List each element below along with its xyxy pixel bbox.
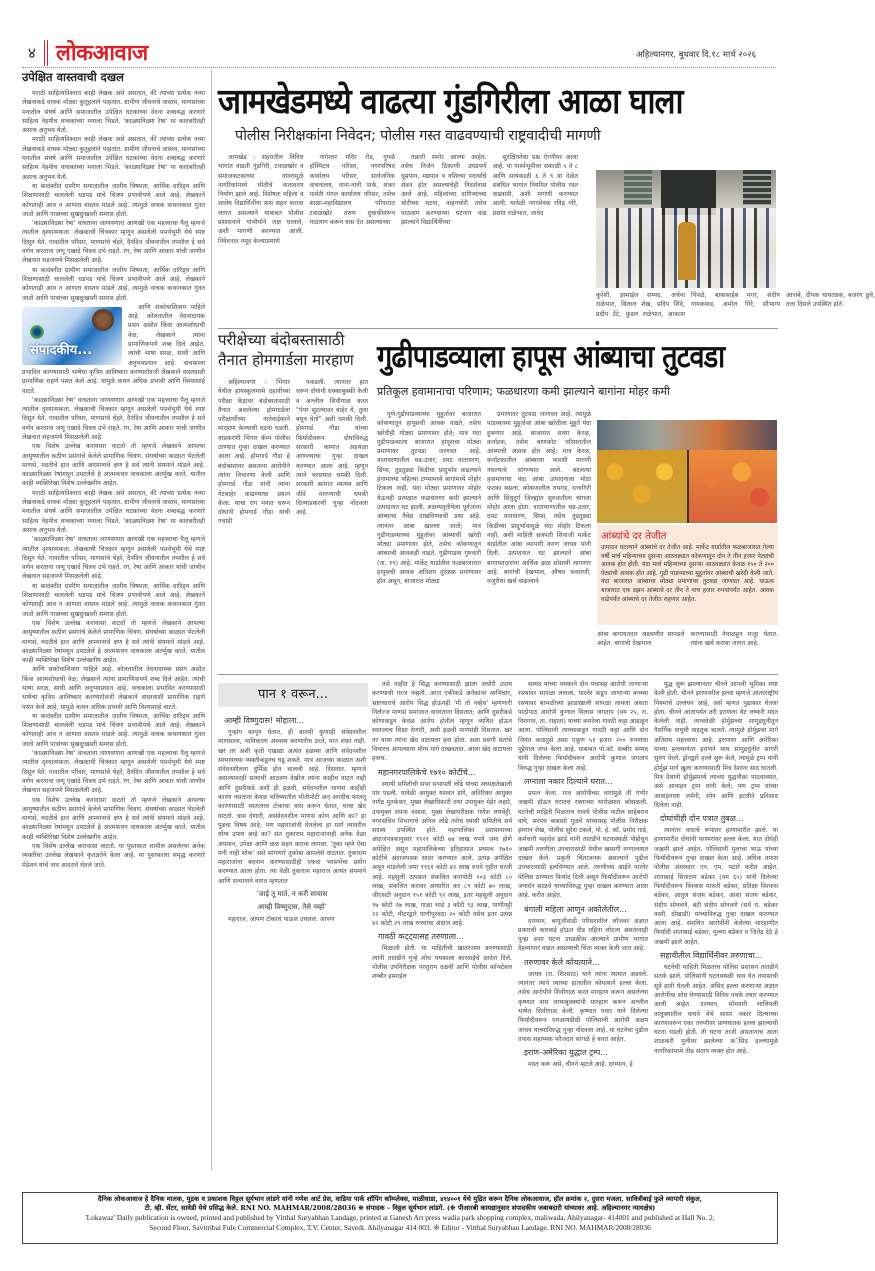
mango-story-tail xyxy=(597,630,778,660)
abhang-quote-line: आम्ही विष्णुदास, तैसे नव्हो' xyxy=(257,903,327,912)
continued-from-page-1-label: पान १ वरून... xyxy=(218,683,368,707)
red-mangoes-shape xyxy=(689,450,777,523)
continued-column-1 xyxy=(218,712,366,1167)
lead-column: सुरक्षिततेचा प्रश्न ऐरणीवर आला आहे. या पार्श्वभूमीवर सकाळी ५ ते ८ आणि सायंकाळी ६ ते ९ या वेळेत संबंधित भागांत नियमित पोलीस गस्त वाढवावी, अशी मागणी करण्यात आली. यावेळी नगरसेवक रविंद्र गोरे, प्रशांत राळेभात, जावेद xyxy=(492,154,578,217)
continued-subhead[interactable]: दोघांचीही दोन पत्रात तुंबळ... xyxy=(660,814,744,824)
continued-text: मिळाली होती. या माहितीची खातरजमा करण्यासाठी त्यांनी तातडीने गुन्हे शोध पथकाला कारवाईचे आदेश दिले. पोलीस उपनिरीक्षक परशुराम दळवी आणि पोलीस कॉन्स्टेबल शब्बीर इस्माईल xyxy=(372,945,512,981)
continued-text: सय्यद यांच्या पथकाने दोन पंचासह आरोपी जाणाऱ्या रस्त्यावर सापळा लावला. पारनेर कडून जाणाऱ्या कच्च्या रस्त्यावर बाभळीच्या झाडाखाली सापळा लावला असता पाठोपाठ आरोपी कुणाल विलास जगताप (वय २५, रा. निमगाव, ता. राहाता) याच्या कमरेला गावठी कट्टा आढळून आला. पोलिसांनी त्याच्याकडून गावठी कट्टा आणि दोन जिवंत काडतुसे असा एकूण ५१ हजार २०० रुपयांचा मुद्देमाल जप्त केला आहे. याबाबत पो.कॉ. शब्बीर सय्यद यांनी दिलेल्या फिर्यादीवरून आरोपी कुणाल जगताप विरुद्ध गुन्हा दाखल केला आहे. xyxy=(518,681,648,772)
editorial-paragraph: 'काळ्यानिळ्या रेषा' वाचताना जाणवणारा आणखी एक महत्त्वाचा पैलू म्हणजे त्यातील दृश्यात्मकता. लेखकाची चित्रकार म्हणून असलेली पार्श्वभूमी येथे स्पष्ट दिसून येते. गावातील परिसर, माणसांचे चेहरे, दैनंदिन जीवनातील तपशील हे सर्व वर्णन करताना जणू एखादे चित्रच उभे राहते. रंग, रेषा आणि आकार यांची जाणीव लेखनात सहजपणे मिसळलेली आहे. xyxy=(22,536,205,581)
editorial-paragraph: 'काळ्यानिळ्या रेषा' वाचताना जाणवणारा आणखी एक महत्त्वाचा पैलू म्हणजे त्यातील दृश्यात्मकता. लेखकाची चित्रकार म्हणून असलेली पार्श्वभूमी येथे स्पष्ट दिसून येते. गावातील परिसर, माणसांचे चेहरे, दैनंदिन जीवनातील तपशील हे सर्व वर्णन करताना जणू एखादे चित्रच उभे राहते. रंग, रेषा आणि आकार यांची जाणीव लेखनात सहजपणे मिसळलेली आहे. xyxy=(22,220,205,265)
editorial-paragraph: एक विशेष उल्लेख करावासा वाटतो तो म्हणजे लेखकाने आपल्या आयुष्यातील कठीण प्रसंगांचे केलेले प्रामाणिक चित्रण. संघर्षाच्या काळात भेटलेली माणसे, मदतीचे हात आणि अपमानाचे क्षण हे सर्व त्यांनी संयमाने मांडले आहे. काळ्यानिळ्या रेषांमधून उमटलेले हे आत्मकथन वाचकाला अंतर्मुख करते. यातील काही व्यक्तिरेखा विशेष उल्लेखनीय आहेत. xyxy=(22,443,205,488)
editorial-body xyxy=(22,89,205,1179)
editorial-paragraph: 'काळ्यानिळ्या रेषा' वाचताना जाणवणारा आणखी एक महत्त्वाचा पैलू म्हणजे त्यातील दृश्यात्मकता. लेखकाची चित्रकार म्हणून असलेली पार्श्वभूमी येथे स्पष्ट दिसून येते. गावातील परिसर, माणसांचे चेहरे, दैनंदिन जीवनातील तपशील हे सर्व वर्णन करताना जणू एखादे चित्रच उभे राहते. रंग, रेषा आणि आकार यांची जाणीव लेखनात सहजपणे मिसळलेली आहे. xyxy=(22,750,205,795)
homeguard-story-body xyxy=(218,378,368,668)
continued-subhead[interactable]: इराण-अमेरिका युद्धात ट्रम्प... xyxy=(524,1048,608,1058)
editorial-paragraph: मराठी साहित्यविश्वात काही लेखक असे असतात, की त्यांच्या प्रत्येक नव्या लेखनाकडे वाचक मोठ्या कुतूहलाने पाहतात. ग्रामीण जीवनाचे वास्तव, माणसांच्या मनातील संघर्ष आणि समाजातील उपेक्षित घटकांच्या वेदना शब्दबद्ध करणारे साहित्य नेहमीच वाचकांच्या मनाला भिडते. 'काळ्यानिळ्या रेषा' या कादंबरीतही असाच अनुभव येतो. xyxy=(22,136,205,181)
homeguard-column: अहिल्यानगर : भिंगार येथील हायस्कूलमध्ये दहावीच्या परीक्षा केंद्रावर बंदोबस्तासाठी तैनात असलेल्या होमगार्डला परीक्षार्थीच्या नातेवाईकाने मारहाण केल्याची घटना घडली. याप्रकरणी भिंगार कॅम्प पोलीस ठाण्यात गुन्हा दाखल करण्यात आला आहे. होमगार्ड गौडा हे बंदोबस्तावर असताना आरोपीने त्यांना विचारणा केली आणि होमगार्ड गौडा यांनी त्यांना गेटबाहेर काढण्याचा प्रयत्न केला. याचा राग मनात धरून दोघांनी होमगार्ड गौडा यांची गचांडी xyxy=(218,379,290,526)
yellow-mangoes-shape xyxy=(597,450,687,523)
memorandum-photo[interactable] xyxy=(596,170,776,288)
homeguard-headline[interactable]: परीक्षेच्या बंदोबस्तासाठी तैनात होमगार्डला मारहाण xyxy=(218,331,354,369)
lead-column: जामखेड : शहरातील विविध भागांत वाढती गुंडगिरी, टवाळखोर व समाजकंटकांच्या वावरामुळे नागरिकांमध्ये भीतीचे वातावरण निर्माण झाले आहे. विशेषतः महिला व शालेय विद्यार्थिनींना त्रास सहन करावा लागत असल्याने याबाबत पोलीस प्रशासनाने गांभीर्याने लक्ष घालावे, अशी मागणी करण्यात आली. निवेदनात नमूद केल्याप्रमाणे xyxy=(218,154,304,245)
homeguard-column: पकडली. त्यानंतर हात धरून दोघांनी धक्काबुक्की केली व अश्लील शिवीगाळ करत "पेपर सुटल्यावर बाहेर ये, तुला बघून घेतो" अशी धमकी दिली. होमगार्ड गौडा यांच्या फिर्यादीवरून दोघांविरुद्ध सरकारी कामात अडथळा आणल्याचा गुन्हा दाखल करण्यात आला आहे. म्हणून त्याने भरस्त्यात धमकी दिली. सरकारी कामात व्यत्यय आणि जीवे मारण्याची धमकी दिल्याप्रकरणी गुन्हा नोंदवला आहे. xyxy=(296,379,368,517)
lead-column: तक्रारी समोर आल्या आहेत. तसेच निर्जन ठिकाणी उघडपणे धूम्रपान, मद्यपान व नशिल्या पदार्थांचे सेवन होत असल्याचेही निदर्शनास आले आहे. महिलांच्या दागिन्यांच्या चोरीच्या घटना, वाहनचोरी तसेच पाठलाग करण्याच्या घटनांत वाढ झाल्याने विद्यार्थिनींच्या xyxy=(401,154,487,227)
section-divider xyxy=(218,328,778,329)
continued-column-4 xyxy=(654,680,778,1165)
woman-figure-shape xyxy=(678,222,696,280)
imprint-english-line: Second Floor, Savitribai Fule Commercial Complex, T.V. Center, Savedi. Ahilyanagar 414 003. ❊ Editor - Vitthal Suryabhan Landage. RNI NO. MAHMAR/2008/28036 xyxy=(149,1223,651,1232)
mango-headline[interactable]: गुढीपाडव्याला हापूस आंब्याचा तुटवडा xyxy=(377,339,725,376)
print-line-imprint xyxy=(22,1192,778,1244)
continued-subhead[interactable]: सहावीतील विद्यार्थिनीवर तरुणाचा... xyxy=(660,951,763,961)
masthead xyxy=(22,35,778,67)
continued-column-2 xyxy=(372,680,512,1165)
window-shape xyxy=(624,170,652,205)
imprint-marathi-line: टी. व्ही. सेंटर, सावेडी येथे प्रसिद्ध केले. RNI NO. MAHMAR/2008/28036 ❊ संपादक – विठ्ठल सूर्यभान लांडगे. (❊ पीआरबी कायद्यानुसार संपादकीय जबाबदारी यांच्यावर आहे. अहिल्यानगर न्यायक्षेत्र) xyxy=(144,1204,656,1212)
page-number: ४ xyxy=(28,44,36,62)
continued-text: दरम्यान, बापूजीवाडी परिसरातील लॉजवर अज्ञात प्रकारची कारवाई होऊन दीड महिना लोटला असतानाही पुन्हा अशा घटना उघडकीस आल्याने ग्रामीण भागात देहव्यापार वाढत असल्याची चिंता व्यक्त केली जात आहे. xyxy=(518,917,648,953)
imprint-marathi-line: दैनिक लोकआवाज हे दैनिक मालक, मुद्रक व प्रकाशक विठ्ठल सूर्यभान लांडगे यांनी गणेश आर्ट प्रेस, वाडिया पार्क शॉपिंग कॉम्प्लेक्स, माळीवाडा, ४१४००१ येथे मुद्रित करून दैनिक लोकआवाज, हॉल क्रमांक २, दुसरा मजला, सावित्रीबाई फुले व्यापारी संकुल, xyxy=(97,1195,702,1203)
window-shape xyxy=(743,170,771,205)
editorial-paragraph: या कादंबरीत ग्रामीण समाजातील जातीय विषमता, आर्थिक दारिद्र्य आणि शिक्षणासाठी चाललेली धडपड यांचे चित्रण प्रभावीपणे आले आहे. लेखकाने कोणताही आव न आणता वास्तव मांडले आहे. त्यामुळे वाचक कथानकात गुंतत जातो आणि पात्रांच्या सुखदुःखाशी समरस होतो. xyxy=(22,182,205,218)
continued-subhead[interactable]: लग्नाला नकार दिल्याने घरात... xyxy=(524,776,613,786)
mango-story-body xyxy=(377,410,591,665)
continued-column-3 xyxy=(518,680,648,1165)
mango-price-sidebar xyxy=(597,525,778,625)
continued-text: त्यानंतर वादाचे रूपांतर हाणामारीत झाले. या हाणामारीत दोघांनी परस्परांवर हल्ला केला. यात दोघेही जखमी झाले आहेत. पोलिसांनी मुलाचा भाऊ यांच्या फिर्यादीवरून गुन्हा दाखल केला आहे. अधिक तपास पोलीस अंमलदार एन. एम. पठारे करीत आहेत. शांताबाई सिताराम बडेकर (वय ६५) यांनी दिलेल्या फिर्यादीवरून विश्वास मारुती बडेकर, प्रतिक्षा विश्वास बडेकर, आतुल संजय बडेकर, आशा संजय बडेकर, संदीप सोनवणे, बंटी संदीप सोनवणे (सर्व रा. बडेकर वस्ती, दोखाडी) यांच्याविरुद्ध गुन्हा दाखल करण्यात आला आहे. संशयित आरोपींनी केलेल्या मारहाणीत फिर्यादी शांताबाई बडेकर, मुलगा बडेकर व जितेंद्र देठे हे जखमी झाले आहेत. xyxy=(654,827,778,946)
editorial-paragraph: आणि संकोचाशिवाय पाहिले आहे. कोलतातील वेदनादायक प्रसंग असोत किंवा आत्मशोधाची वेळ; लेखकाने त्यांना प्रामाणिकपणे शब्द दिले आहेत. त्यांची भाषा सरळ, साधी आणि अनुभवप्रधान आहे. वाचकाला प्रभावित करण्यासाठी भाषेचा कृत्रिम आविष्कार करण्याऐवजी लेखकाने वास्तवाशी प्रामाणिक राहणे पसंत केले आहे. यामुळे कथन अधिक प्रभावी आणि विश्वासार्ह वाटते. xyxy=(22,666,205,711)
continued-text: स्थायी समितीची सभा सभापती लोंढे यांच्या अध्यक्षतेखाली पार पडली. यावेळी आयुक्त यशवंत डांगे, अतिरिक्त आयुक्त नागेंद्र मुतकेकर, मुख्य लेखाधिकारी तथा उपायुक्त मेहेर लहारे, उपायुक्त सपना वसावा, मुख्य लेखापरीक्षक गणेश लयचेट्टी, नगरसचिव विभागाचे अनिल लोंढे तसेच स्थायी समितीचे सर्व सदस्य उपस्थित होते. महापालिका प्रशासनाच्या अंदाजपत्रकानुसार १९२१ कोटी ७४ लाख रुपये जमा होणे अपेक्षित असून महापालिकेच्या इतिहासात प्रथमच १७१० कोटींचे अंदाजपत्रक सादर करण्यात आले. उत्पन्न अपेक्षित असून मांडलेली जमा ११६१ कोटी ४२ लाख रुपये गृहीत धरली आहे. महसुली उत्पन्नात संकलित करापोटी २०३ कोटी ८० लाख, संकलित करावर आधारित कर ८९ कोटी ७० लाख, जीएसटी अनुदान १५१ कोटी ९२ लाख, इतर महसुली अनुदान १७ कोटी २७ लाख, गाळा भाडे ३ कोटी ९३ लाख, पाणीपट्टी २२ कोटी, मीटरद्वारे पाणीपुरवठा २० कोटी तसेच इतर उत्पन्न ४२ कोटी २९ लाख रुपयांचा अंदाज आहे. xyxy=(372,780,512,928)
continued-subhead[interactable]: गावठी कट्ट्यासह तरुणाला... xyxy=(378,932,464,942)
peacock-feather-icon xyxy=(30,325,44,339)
continued-text: जाधव (रा. शिरसाठ) याने त्यांना रस्त्यात अडवले. त्यानंतर त्याने त्याच्या हातातील कोयत्याने हल्ला केला. तसेच आरोपीने शिवीगाळ करत मारहाण करून असलेल्या कृष्णात वास लाथाबुक्क्यांनी मारहाण करून अश्लील भाषेत शिवीगाळ केली. कृष्णात पवार याने दिलेल्या फिर्यादीवरून एमआयडीसी पोलिसांनी आरोपी अक्षय जाधव याच्याविरुद्ध गुन्हा नोंदवला आहे. या घटनेचा पुढील तपास सहाय्यक फौजदार सांगळे हे करत आहेत. xyxy=(518,970,648,1043)
continued-subhead[interactable]: बंगाली महिला आणून अकोलेतील... xyxy=(524,904,627,914)
lead-headline[interactable]: जामखेडमध्ये वाढत्या गुंडगिरीला आळा घाला xyxy=(218,81,683,123)
masthead-rule xyxy=(22,67,776,68)
continued-subhead[interactable]: तरुणावर केले कोयत्याने... xyxy=(524,957,600,967)
editorial-paragraph: एक विशेष उल्लेख करावासा वाटतो. या पुस्तकात सामील असलेल्या अनेक व्यक्तींचा उल्लेख लेखकाने कृतज्ञतेने केला आहे. या पुस्तकाला समृद्ध करणारे मेंडेशन यांचे नाव आदराने घेतले जाते. xyxy=(22,843,205,869)
editorial-paragraph: या कादंबरीत ग्रामीण समाजातील जातीय विषमता, आर्थिक दारिद्र्य आणि शिक्षणासाठी चाललेली धडपड यांचे चित्रण प्रभावीपणे आले आहे. लेखकाने कोणताही आव न आणता वास्तव मांडले आहे. त्यामुळे वाचक कथानकात गुंतत जातो आणि पात्रांच्या सुखदुःखाशी समरस होतो. xyxy=(22,266,205,302)
editorial-paragraph: या कादंबरीत ग्रामीण समाजातील जातीय विषमता, आर्थिक दारिद्र्य आणि शिक्षणासाठी चाललेली धडपड यांचे चित्रण प्रभावीपणे आले आहे. लेखकाने कोणताही आव न आणता वास्तव मांडले आहे. त्यामुळे वाचक कथानकात गुंतत जातो आणि पात्रांच्या सुखदुःखाशी समरस होतो. xyxy=(22,712,205,748)
sidebar-title: आंब्यांचे दर तेजीत xyxy=(601,531,667,542)
continued-text: तसे नाहीत हे सिद्ध करण्यासाठी झाला अघोरी उपाय करण्याची गरज नव्हती. आज एकीकडे अनेकांवर व्यभिचार, भ्रष्टाचाराचे आरोप सिद्ध होऊनही 'मी तो नव्हेच' म्हणणारी निर्लज्ज माणसं समाजात वावरताना दिसतात; आणि दुसरीकडे कोणाकडून केवळ आरोप होतील म्हणून व्यथित होऊन स्वतःलाच शिक्षा देणारी, अशी हळवी माणसंही दिसतात. खरं तर याचा त्यांना खेद वाटायला हवा होता. अशा प्रसंगी संतांचे विचारच आपल्याला योग्य मार्ग दाखवतात. आला खेद वाटायला हवाच. xyxy=(372,681,512,763)
lead-story-body xyxy=(218,153,578,308)
editorial-title: उपेक्षित वास्तवाची दखल xyxy=(22,70,124,84)
continued-text: घटनेची माहिती मिळताच पोलिस प्रशासन तातडीने सतर्क झाले. पोलिसांनी घटनास्थळी धाव घेत तपासाची सूत्रे हाती घेतली आहेत. अंसिद हल्ला करणाऱ्या अज्ञात आरोपींचा शोध घेण्यासाठी विविध पथके तयार करण्यात आली आहेत. दरम्यान, सोमवारी भालिवली तालुक्यातील वाघवे येथे सासर नकार दिल्याच्या कारणावरून एका तरुणीवर प्राणघातक हल्ला झाल्याची घटना घडली होती. ती घटना ताजी असतानाच आता शाळकरी मुलीवर झालेल्या अॅसिड हल्ल्यामुळे नागरिकांमध्ये तीव्र संताप व्यक्त होत आहे. xyxy=(654,964,778,1055)
editorial-paragraph: 'काळ्यानिळ्या रेषा' वाचताना जाणवणारा आणखी एक महत्त्वाचा पैलू म्हणजे त्यातील दृश्यात्मकता. लेखकाची चित्रकार म्हणून असलेली पार्श्वभूमी येथे स्पष्ट दिसून येते. गावातील परिसर, माणसांचे चेहरे, दैनंदिन जीवनातील तपशील हे सर्व वर्णन करताना जणू एखादे चित्रच उभे राहते. रंग, रेषा आणि आकार यांची जाणीव लेखनात सहजपणे मिसळलेली आहे. xyxy=(22,396,205,441)
editorial-paragraph: एक विशेष उल्लेख करावासा वाटतो तो म्हणजे लेखकाने आपल्या आयुष्यातील कठीण प्रसंगांचे केलेले प्रामाणिक चित्रण. संघर्षाच्या काळात भेटलेली माणसे, मदतीचे हात आणि अपमानाचे क्षण हे सर्व त्यांनी संयमाने मांडले आहे. काळ्यानिळ्या रेषांमधून उमटलेले हे आत्मकथन वाचकाला अंतर्मुख करते. यातील काही व्यक्तिरेखा विशेष उल्लेखनीय आहेत. xyxy=(22,796,205,841)
editorial-image-label: संपादकीय... xyxy=(30,342,93,358)
editorial-paragraph: मराठी साहित्यविश्वात काही लेखक असे असतात, की त्यांच्या प्रत्येक नव्या लेखनाकडे वाचक मोठ्या कुतूहलाने पाहतात. ग्रामीण जीवनाचे वास्तव, माणसांच्या मनातील संघर्ष आणि समाजातील उपेक्षित घटकांच्या वेदना शब्दबद्ध करणारे साहित्य नेहमीच वाचकांच्या मनाला भिडते. 'काळ्यानिळ्या रेषा' या कादंबरीतही असाच अनुभव येतो. xyxy=(22,90,205,135)
continued-text: प्रयत्न केला. मात्र आरोपीच्या वारांमुळे ती गंभीर जखमी होऊन घरातच रक्ताच्या थारोळ्यात कोसळली. घटनेची माहिती मिळताच गावचे पोलीस पाटील साहेबराव वाघे, सरपंच बाबासो गुळवे यांच्यासह पोलीस निरीक्षक इमरान शेख, पोलीस सुरेश टकले, पो. हे. कॉ. प्रमोद गाडे, कर्मचारी महादेव झांडे यांनी तातडीने घटनास्थळी पोहोचून जखमी तरुणीला उपचारासाठी येथील खासगी रुग्णालयात दाखल केले. प्रकृती चिंताजनक असल्याने पुढील उपचारासाठी हलविण्यात आले. तरुणीच्या आईने पारनेर पोलिस ठाण्यात फिर्याद दिली असून फिर्यादीवरून आरोपी जनार्दन साळवे याच्याविरुद्ध गुन्हा दाखल करण्यात आला आहे. करीत आहेत. xyxy=(518,789,648,900)
editorial-logo-image xyxy=(22,307,122,365)
continued-text: महाराज, आपण टोकाचं पाऊल उचललं. आपण xyxy=(228,916,335,924)
photo-caption: कुरेशी, इस्माईल सय्यद, अर्चना राळेभात, बिलाल शेख, प्रदिप शिंदे, प्रदीप टेंटे, कुंडल राळेभात, आकाश पिंपळे, बाबासाहेब मगर, संदीप गायकवाड, अमोल गिरे, सौभाग्य आजबे, दीपक घायतडक, बजरंग डुचे, दत्ता दिसले उपस्थित होते. xyxy=(596,292,875,318)
abhang-quote-line: 'जाई तू माते, न करी सायास xyxy=(256,890,328,899)
continued-subhead[interactable]: महानगरपालिकेचे १७१० कोटींचे... xyxy=(378,767,476,777)
dateline: अहिल्यानगर, बुधवार दि.१८ मार्च २०२६ xyxy=(636,50,756,60)
editorial-paragraph: मराठी साहित्यविश्वात काही लेखक असे असतात, की त्यांच्या प्रत्येक नव्या लेखनाकडे वाचक मोठ्या कुतूहलाने पाहतात. ग्रामीण जीवनाचे वास्तव, माणसांच्या मनातील संघर्ष आणि समाजातील उपेक्षित घटकांच्या वेदना शब्दबद्ध करणारे साहित्य नेहमीच वाचकांच्या मनाला भिडते. 'काळ्यानिळ्या रेषा' या कादंबरीतही असाच अनुभव येतो. xyxy=(22,489,205,534)
continued-text: मदत करू असे, चीनने म्हटले आहे. दरम्यान, हे xyxy=(528,1061,633,1069)
mango-market-photo[interactable] xyxy=(597,420,777,523)
mango-tail-column: आंबा बागायतदार अडचणीत सापडले आहेत. बागांची देखभाल xyxy=(597,631,685,648)
mango-column: पुणे:गुढीपाडव्याच्या मुहूर्तावर बाजारात कोकणातून हापूसची आवक वाढते, तसेच खरेदीही मोठ्या प्रमाणावर होते; मात्र यंदा गुढीपाडव्याला बाजारात हापूसचा मोठ्या प्रमाणावर तुटवडा जाणवत आहे. वातावरणातील चढ-उतार, दमट वातावरण, थ्रिप्स, तुडतुड्या किडीचा प्रादुर्भाव वाढल्याने हंगामाच्या पहिल्या टप्प्यामध्ये बागांमध्ये मोहोर टिकला नाही. यंदा मोठ्या प्रमाणावर मोहोर येऊनही प्रत्यक्षात फळधारणा कमी झाल्याने उत्पादनात घट झाली. अक्षय्यतृतीयेला पूर्वजांना आंब्याचा नैवेद्य दाखविण्याची प्रथा आहे. त्यानंतर आंबा खाल्ला जातो; मात्र गुढीपाडव्याच्या मुहूर्तावर आंब्याची खरेदी मोठ्या प्रमाणावर होते, तसेच कोकणातून आंब्याची आवकही वाढते. गुढीपाडवा गुरुवारी (ता. १९) आहे. मार्केट यार्डातील फळबाजारात हापूसची आवक अतिशय तुरळक प्रमाणावर होत असून, बाजारात मोठ्या xyxy=(377,411,481,586)
continued-subhead[interactable]: आम्ही विष्णुदास! मोहाला... xyxy=(224,716,305,725)
mango-subheadline: प्रतिकूल हवामानाचा परिणाम; फळधारणा कमी झाल्याने बागांना मोहर कमी xyxy=(377,385,670,398)
masthead-divider xyxy=(44,40,48,66)
section-divider xyxy=(218,674,778,675)
imprint-english-line: 'Lokawaz' Daily publication is owned, printed and published by Vitthal Suryabhan Landage, printed at Ganesh Art press wadia park shopping complex, maliwada, Ahilyanagar- 414001 and published at Hall No. 2, xyxy=(85,1213,715,1222)
inkpot-icon xyxy=(92,309,114,331)
mango-column: प्रमाणावर तुटवडा जाणवत आहे. त्यामुळे पाडव्याच्या मुहूर्तावर आंबा खरेदीला मुहूर्त यंदा हुकणार आहे. बाजारात सध्या केरळ, कर्नाटक, तसेच बाणकोट परिसरातील आंब्याची आवक होत आहे; मात्र केरळ, कर्नाटकातील आंब्याला फारशी मागणी नसल्याचे सांगण्यात आले. बदलत्या हवामानाचा यंदा आंबा उत्पादनाला मोठा फटका बसला. कोकणातील रायगड, रत्नागिरी आणि सिंधुदुर्ग जिल्ह्यात सुरुवातीला चांगला मोहोर आला होता. वातावरणातील चढ-उतार, दमट वातावरण, थ्रिप्स, तसेच तुडतुड्या किडीच्या प्रादुर्भावामुळे यंदा मोहोर टिकला नाही, अशी माहिती छत्रपती शिवाजी मार्केट यार्डातील आंबा व्यापारी करण जाधव यांनी दिली. उत्पादनात घट झाल्याने आंबा बागायतदारांना आर्थिक झळ सोसावी लागणार आहे. बागांची देखभाल, औषध फवारणी, मजुरीचा खर्च वाढल्याने xyxy=(487,411,591,586)
continued-text: युद्ध सुरू झाल्यानंतर चीनने आपली भूमिका स्पष्ट केली होती. चीनने इराणवरील हल्ला म्हणजे आंतरराष्ट्रीय नियमांचे उल्लंघन आहे, असे म्हणत पुढाकार घेतला होता. चीनने आतापर्यंत तरी इराणला थेट लष्करी मदत केलेली नाही. त्याचवेळी होर्मुझच्या सामुद्रधुनीतून नैसर्गिक वायूची वाहतूक चालते. त्यामुळे होर्मुझचा मार्ग अतिशय महत्त्वाचा आहे. इराणवर आणि अमेरिका यांच्या हल्ल्यानंतर इराणने याच सामुद्रधुनीत सागरी सुरुंग पेरले. ड्रोनद्वारे हल्ले सुरू केले, त्यामुळे ट्रम्प यांनी होर्मुझ मार्ग खुला करण्यासाठी मित्र देशांना साद घातली. मित्र देशांनी होर्मुझमध्ये त्यांच्या युद्धनौका पाठवाव्यात, असे आवाहन ट्रम्प यांनी केले; पण ट्रम्प यांच्या आवाहनाला जर्मनी, स्पेन आणि इटलीने प्रतिसाद दिलेला नाही. xyxy=(654,681,778,809)
lead-subheadline: पोलीस निरीक्षकांना निवेदन; पोलीस गस्त वाढवण्याची राष्ट्रवादीची मागणी xyxy=(235,128,601,144)
newspaper-logo: लोकआवाज xyxy=(56,41,148,66)
market-background-shape xyxy=(597,420,777,450)
mango-tail-column: करण्यासाठी नेपाळहून मजूर येतात. त्यांना खर्च करावा लागत आहे. xyxy=(690,631,778,648)
continued-text: गुन्हांग कापून घेतात, ही बातमी कुणाही संवेदनशील माणसाला, भाविकाला अस्वस्थ करणारीच ठरते, यात शंका नाही. खरं तर अशी कृती एखाद्या अत्यंत हळव्या आणि संवेदनशील स्वभावाच्या व्यक्तीकडूनच घडू शकते. मात्र आजच्या काळात अशी संवेदनशीलता दुर्मिळ होत चालली आहे. दिसतात. म्हणजे असल्यावरही सत्याची आठवण देखील त्यांना काहीच वाटत नाही आणि दुसरीकडे अशी ही हळवी, संवेदनशील माणसं काहीही कारण नसताना केवळ भविष्यातील भीतीपोटी अन् अगदीच फालतू कारणासाठी स्वतःलाच टोकाचा त्रास करून घेतात, याचा खेद वाटतो. त्रास देणारी, असंवेदनशील माणसं कोण आणि का? हा पुढचा विषय आहे; पण महाराजांनी घेतलेला हा मार्ग त्यावरील योग्य उपाय आहे का? संत तुकाराम महाराजांनाही अनेक वेळा अपमान, उपेक्षा आणि छळ सहन करावा लागला. 'तुका म्हणे ऐसा मनी नाही शोक' असे सांगणारे तुकोबा आपलेसे वाटतात. तुकाराम महाराजांना बदनाम करण्यासाठीही एकदा भरसभेचा प्रयोग करण्यात आला होता. त्या वेळी तुकाराम महाराज अत्यंत संयमाने आणि सन्मानाने वागत म्हणतात xyxy=(218,729,366,885)
lead-column: नागेश्वर मंदिर रोड, गुगळे हॉस्पिटल परिसर, नगरपरिषद कार्यालय परिसर, सार्वजनिक वाचनालय, नाना-नानी पार्क, शंकर पार्वती मंगल कार्यालय परिसर, तसेच शाळा-महाविद्यालय परिसरात टवाळखोर तरुण दुचाकीवरून पाठलाग करून त्रास देत असल्याच्या xyxy=(309,154,395,227)
editorial-column xyxy=(22,70,212,1170)
sidebar-text: उत्पादन घटल्याने आंब्यांचे दर तेजीत आहे. मार्केट यार्डातील फळबाजारात गेल्या वर्षी मार्च महिन्याच्या दुसऱ्या आठवड्यात कोकणातून दोन ते तीन हजार पेट्यांची आवक होत होती. यंदा मार्च महिन्याच्या दुसऱ्या आठवड्यात केवळ १५० ते २०० पेट्यांची आवक होत आहे. गुढी पाडव्याच्या मुहूर्तावर आंब्याची खरेदी केली जाते. यंदा बाजारात आंब्याचा मोठ्या प्रमाणावर तुटवडा जाणवत आहे. घाऊक बाजारात एक डझन आंब्याचे दर तीन ते पाच हजार रुपयांपर्यंत आहेत. आवक वाढेपर्यंत आंब्याचे दर तेजीत राहणार आहेत. xyxy=(601,544,774,603)
editorial-paragraph: या कादंबरीत ग्रामीण समाजातील जातीय विषमता, आर्थिक दारिद्र्य आणि शिक्षणासाठी चाललेली धडपड यांचे चित्रण प्रभावीपणे आले आहे. लेखकाने कोणताही आव न आणता वास्तव मांडले आहे. त्यामुळे वाचक कथानकात गुंतत जातो आणि पात्रांच्या सुखदुःखाशी समरस होतो. xyxy=(22,582,205,618)
editorial-paragraph: आणि संकोचाशिवाय पाहिले आहे. कोलतातील वेदनादायक प्रसंग असोत किंवा आत्मशोधाची वेळ; लेखकाने त्यांना प्रामाणिकपणे शब्द दिले आहेत. त्यांची भाषा सरळ, साधी आणि अनुभवप्रधान आहे. वाचकाला प्रभावित करण्यासाठी भाषेचा कृत्रिम आविष्कार करण्याऐवजी लेखकाने वास्तवाशी प्रामाणिक राहणे पसंत केले आहे. यामुळे कथन अधिक प्रभावी आणि विश्वासार्ह वाटते. xyxy=(22,303,205,395)
editorial-paragraph: एक विशेष उल्लेख करावासा वाटतो तो म्हणजे लेखकाने आपल्या आयुष्यातील कठीण प्रसंगांचे केलेले प्रामाणिक चित्रण. संघर्षाच्या काळात भेटलेली माणसे, मदतीचे हात आणि अपमानाचे क्षण हे सर्व त्यांनी संयमाने मांडले आहे. काळ्यानिळ्या रेषांमधून उमटलेले हे आत्मकथन वाचकाला अंतर्मुख करते. यातील काही व्यक्तिरेखा विशेष उल्लेखनीय आहेत. xyxy=(22,619,205,665)
